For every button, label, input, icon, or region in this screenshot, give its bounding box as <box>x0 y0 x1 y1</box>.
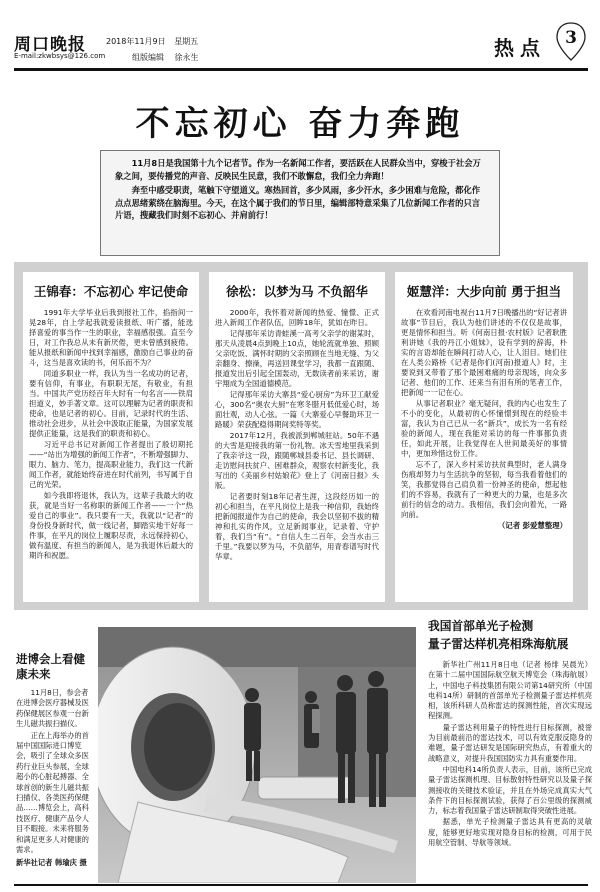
intro-box <box>100 150 500 256</box>
story-paragraph: 新华社广州11月8日电（记者 杨绯 吴晨光）在第十二届中国国际航空航天博览会（珠海航展）上，中国电子科技集团有限公司第14研究所（中国电科14所）研制的首部单光子检测量子雷达样机亮相，该所科研人员称雷达的探测性能，首次实现远程探测。 <box>428 660 592 721</box>
footer-rule <box>14 884 588 886</box>
column-heading: 徐松：以梦为马 不负韶华 <box>226 284 368 299</box>
photo-credit: 新华社记者 韩瑜庆 摄 <box>16 857 87 867</box>
header-proofreader: 徐永生 <box>174 53 199 62</box>
column-heading: 姬慧洋：大步向前 勇于担当 <box>406 284 562 299</box>
section-title: 热点 <box>494 36 546 60</box>
page-header <box>14 30 588 66</box>
column-paragraph: 记者要时刻18年记者生涯，这段经历如一的初心和担当，在平凡岗位上是我一种信仰，我始终把新闻报道作为自己的使命，我会以坚韧不拔的精神和扎实的作风，立足新闻事业，记录着、守护着，我们当“有”。“自信人生二百年，会当水击三千里。”我要以梦为马，不负韶华，用青春谱写时代华章。 <box>215 492 379 561</box>
story-title: 进博会上看健康未来 <box>16 652 85 681</box>
column-paragraph: 同道多职业一样，我认为当一名成功的记者，要有信仰，有事业，有职职无尾，有敬业，有担当。中国共产党历经百年大时有一句名言——铁肩担道义，妙手著文章。这可以理解为记者的职责和使命，也是记者的初心。目前，记录时代的生活、推动社会进步，从社会中汲取正能量，为国家发展提供正能量，这是我们的职责和初心。 <box>29 369 193 438</box>
intro-paragraph: 奔至中感受职责，笔触下守望道义。寒热回首，多少风雨，多少汗水，多少困难与危险，都化作点点思绪萦绕在脑海里。今天，在这个属于我们的节日里，编辑部特意采集了几位新闻工作者的只言片语，搜藏我们时刻不忘初心、并肩前行！ <box>115 185 481 220</box>
column-paragraph: 记得那年采访大寨县“爱心厨房”为环卫工献爱心，300名“奥农大厨”在寒冬腊月低低爱心时，场面壮观，动人心弦。一篇《大寨爱心早餐助环卫一路暖》荣获配稳得期间奖特等奖。 <box>215 390 379 429</box>
column-paragraph: 在欢看河南电视台11月7日晚播出的“好记者讲故事”节目后，我认为他们讲述的不仅仅是故事，更是情怀和担当。听《何南日报·农村版》记者耿胜利讲她《我的丹江小姐妹》，设有学到的辞海，朴实的言语却能在瞬间打动人心，让人泪目。她们住在人类公路桥《记者是你们(河南)报道人》时，主要说到又带着了那个最困难痛的母亲现场，向众多记者、他们的工作、还来当有泪有所的笔者工作，把新闻一一记在心。 <box>401 308 567 397</box>
column-paragraph: 2000年，我怀着对新闻的热爱、憧憬、正式进入新闻工作者队伍，回眸18年，犹如在昨日。 <box>215 308 379 327</box>
page-number: 3 <box>565 28 577 48</box>
column-paragraph: 记得那年采访青蛙溪一高考父亲学的谢某时，那天从凌晨4点到晚上10点，她轮流就单独、照顾父亲吃饭、满怀时期的父亲照顾在当地无缝、为父亲翻身、擦澡，再送回课堂学习，我都一直跟随、报道发出后引起全国轰动，无数读者前来采访，谢宇翔成为全国道德模范。 <box>215 329 379 388</box>
story-body <box>428 660 592 848</box>
story-paragraph: 量子雷达利用量子的特性进行目标探测，被誉为目前最前沿的雷达技术，可以有效克服反隐身的难题，量子雷达研发是国际研究热点，有着重大的战略意义，对提升我国国防实力具有重要作用。 <box>428 722 592 763</box>
column-paragraph: 从事记者职业？毫无疑问，我的内心也发生了不小的变化，从最初的心怀憧憬到现在的经验丰富，我认为自己已从一名“新兵”，成长为一名有经验的新闻人，现在我能对采访的每一件事都负责任，如此开展，让我觉得在人世间最美好的事情中，更加珍惜这份工作。 <box>401 399 567 458</box>
story-paragraph: 据悉，单光子检测量子雷达具有更高的灵敏度，能够更好地实现对隐身目标的检测，可用于民用航空管制、导航等领域。 <box>428 817 592 848</box>
column-wang-jinchun <box>23 272 199 602</box>
column-xu-song <box>209 272 385 602</box>
page-number-badge <box>556 22 586 62</box>
column-paragraph: 忘不了，深入乡村采访扶贫典型时，老人满身伤痕却努力与生活抗争的坚韧，每当我看着他们的笑，我都觉得自己肩负着一份神圣的使命，想起他们的不容易，我就有了一种更大的力量，也是多次前行的信念的动力。我相信，我们会向着光，一路向前。 <box>401 460 567 519</box>
header-date-line <box>106 36 204 47</box>
story-paragraph: 正在上海举办的首届中国国际进口博览会，吸引了全球众多医药行业巨头参展，全球超小的心脏起搏器、全球首创的新生儿磁共振扫描仪、各类医药保健品……博览会上，高科技医疗、健康产品令人目不暇接。未来将服务和满足更多人对健康的需求。 <box>16 730 89 855</box>
page-number-pin-icon <box>556 22 586 62</box>
header-weekday: 星期五 <box>174 37 199 46</box>
column-paragraph: 1991年大学毕业后我到报社工作，掐指间一晃28年，自上学起我就爱读报纸、听广播，能选择喜爱的事当作一生的职业，幸福感很强。直至今日，对工作我总从未有新厌倦，更未曾感到疲倦。能从报纸和新闻中找到幸福感，激励自己事业的奋斗，这当是喜欢读的书，何乐而不为？ <box>29 308 193 367</box>
header-staff-line <box>132 52 207 63</box>
news-photo-mri-scanner <box>98 627 416 883</box>
mri-scanner-illustration <box>98 627 416 883</box>
expo-health-story <box>16 652 94 869</box>
column-paragraph: 如今我即将退休，我认为，这辈子我最大的收获，就是当好一名称职的新闻工作者——一个“热爱自己的事业”。我只要有一天，我就以“记者”的身份投身新时代，做一线记者，脚踏实地干好每一件事，在平凡的岗位上履职尽责，永远保持初心，做有温度、有担当的新闻人，是为我退休后最大的期许和祝愿。 <box>29 491 193 560</box>
quantum-radar-story <box>428 618 592 849</box>
story-title-line1: 我国首部单光子检测 <box>428 619 534 633</box>
story-title-line2: 量子雷达样机亮相珠海航展 <box>428 637 569 651</box>
newspaper-logo: 周口晚报 <box>14 35 86 55</box>
page-title: 不忘初心 奋力奔跑 <box>135 104 465 144</box>
header-email: E-mail:zkwbsys@126.com <box>14 52 106 60</box>
column-ji-huiyang <box>395 272 573 602</box>
column-paragraph: 习近平总书记对新闻工作者提出了殷切期托——“站出为增强的新闻工作者”，不断增强脚力、眼力、脑力、笔力，提高职业能力，我们这一代新闻工作者，就能始终奋进在时代前列，书写属于自己的光荣。 <box>29 440 193 489</box>
header-rule <box>14 68 588 71</box>
column-paragraph: 2017年12月，我被派到郸城驻站。50年不遇的大雪是迎接我的第一份礼物。冰天雪地里我采到了我亲爷这一段，跟随郸城县委书记、县长调研、走访慰问扶贫户、困难群众，观察农村新变化，我写出的《美丽乡村姑娘花》登上了《河南日报》头版。 <box>215 431 379 490</box>
intro-paragraph: 11月8日是我国第十九个记者节。作为一名新闻工作者，要活跃在人民群众当中，穿梭于社会万象之间，要传播党的声音、反映民生民意，我们不敢懈怠，我们全力奔跑！ <box>115 158 481 181</box>
column-credit: （记者 彭爱慧整理） <box>497 521 567 530</box>
header-date: 2018年11月9日 <box>106 37 166 46</box>
story-paragraph: 11月8日，参会者在进博会医疗器械及医药保健展区参观一台新生儿磁共振扫描仪。 <box>16 688 89 729</box>
header-editor: 组版编辑 <box>132 53 164 62</box>
column-heading: 王锦春：不忘初心 牢记使命 <box>33 284 189 299</box>
story-paragraph: 中国电科14所负责人表示，目前，该所已完成量子雷达探测机理、目标散射特性研究以及量子探测接收的关键技术验证，并且在外场完成真实大气条件下的目标探测试验，获得了百公里级的探测威力，标志着我国量子雷达研制取得突破性进展。 <box>428 764 592 816</box>
